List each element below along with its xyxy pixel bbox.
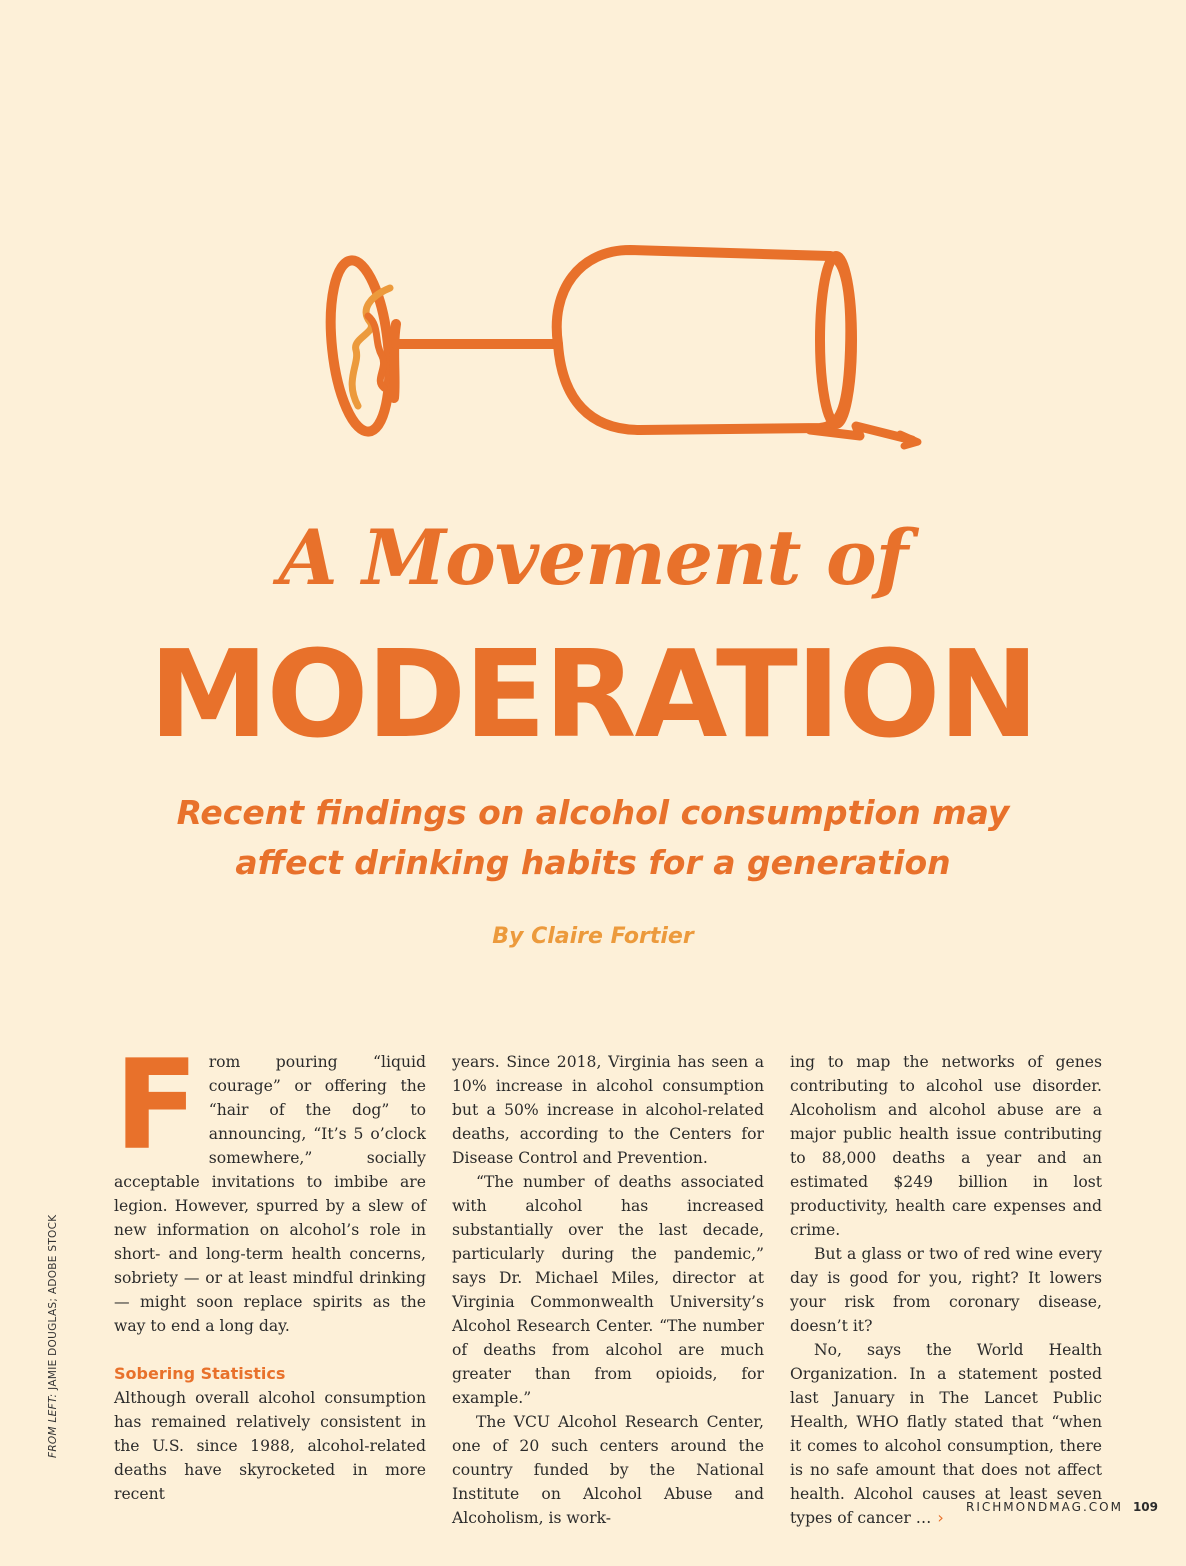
chevron-right-icon: ›	[937, 1508, 944, 1527]
byline: By Claire Fortier	[492, 924, 694, 949]
article-paragraph: years. Since 2018, Virginia has seen a 10% increase in alcohol consumption but a 50% increase in alcohol-related deaths, according to the Centers for Disease Control and Prevention.	[452, 1053, 764, 1167]
section-heading: Sobering Statistics	[114, 1364, 286, 1383]
photo-credit-lead: FROM LEFT:	[47, 1393, 59, 1458]
photo-credit	[47, 1215, 59, 1458]
headline: MODERATION	[149, 626, 1037, 765]
article-column-1	[114, 1034, 426, 1506]
article-paragraph: ing to map the networks of genes contributing to alcohol use disorder. Alcoholism and alcohol abuse are a major public health issue contributing to 88,000 deaths a year and an estimated $249 billion in lost productivity, health care expenses and crime.	[790, 1053, 1102, 1239]
drop-cap: F	[114, 1034, 199, 1178]
headline-kicker: A Movement of	[278, 513, 908, 602]
tipped-wine-glass-icon	[300, 230, 960, 470]
article-paragraph: “The number of deaths associated with alcohol has increased substantially over the last decade, particularly during the pandemic,” says Dr. Michael Miles, director at Virginia Commonwealth University’s Alcohol Research Center. “The number of deaths from alcohol are much greater than from opioids, for example.”	[452, 1173, 764, 1407]
article-column-2	[452, 1050, 764, 1530]
article-paragraph: Although overall alcohol consumption has remained relatively consistent in the U.S. since 1988, alcohol-related deaths have skyrocketed in more recent	[114, 1389, 426, 1503]
article-paragraph-text: No, says the World Health Organization. In a statement posted last January in The Lancet Public Health, WHO flatly stated that “when it comes to alcohol consumption, there is no safe amount that does not affect health. Alcohol causes at least seven types of cancer …	[790, 1341, 1102, 1527]
article-paragraph: rom pouring “liquid courage” or offering the “hair of the dog” to announcing, “It’s 5 o’clock somewhere,” socially acceptable invitations to imbibe are legion. However, spurred by a slew of new information on alcohol’s role in short- and long-term health concerns, sobriety — or at least mindful drinking — might soon replace spirits as the way to end a long day.	[114, 1053, 426, 1335]
deck-subtitle: Recent findings on alcohol consumption may affect drinking habits for a generation	[176, 793, 1010, 882]
article-paragraph: The VCU Alcohol Research Center, one of 20 such centers around the country funded by the National Institute on Alcohol Abuse and Alcoholism, is work-	[452, 1413, 764, 1527]
page-folio	[966, 1500, 1158, 1514]
article-column-3	[790, 1050, 1102, 1530]
photo-credit-text: JAMIE DOUGLAS; ADOBE STOCK	[47, 1214, 59, 1394]
page-number: 109	[1132, 1500, 1158, 1514]
article-paragraph: But a glass or two of red wine every day is good for you, right? It lowers your risk from coronary disease, doesn’t it?	[790, 1245, 1102, 1335]
folio-site: RICHMONDMAG.COM	[966, 1500, 1123, 1514]
